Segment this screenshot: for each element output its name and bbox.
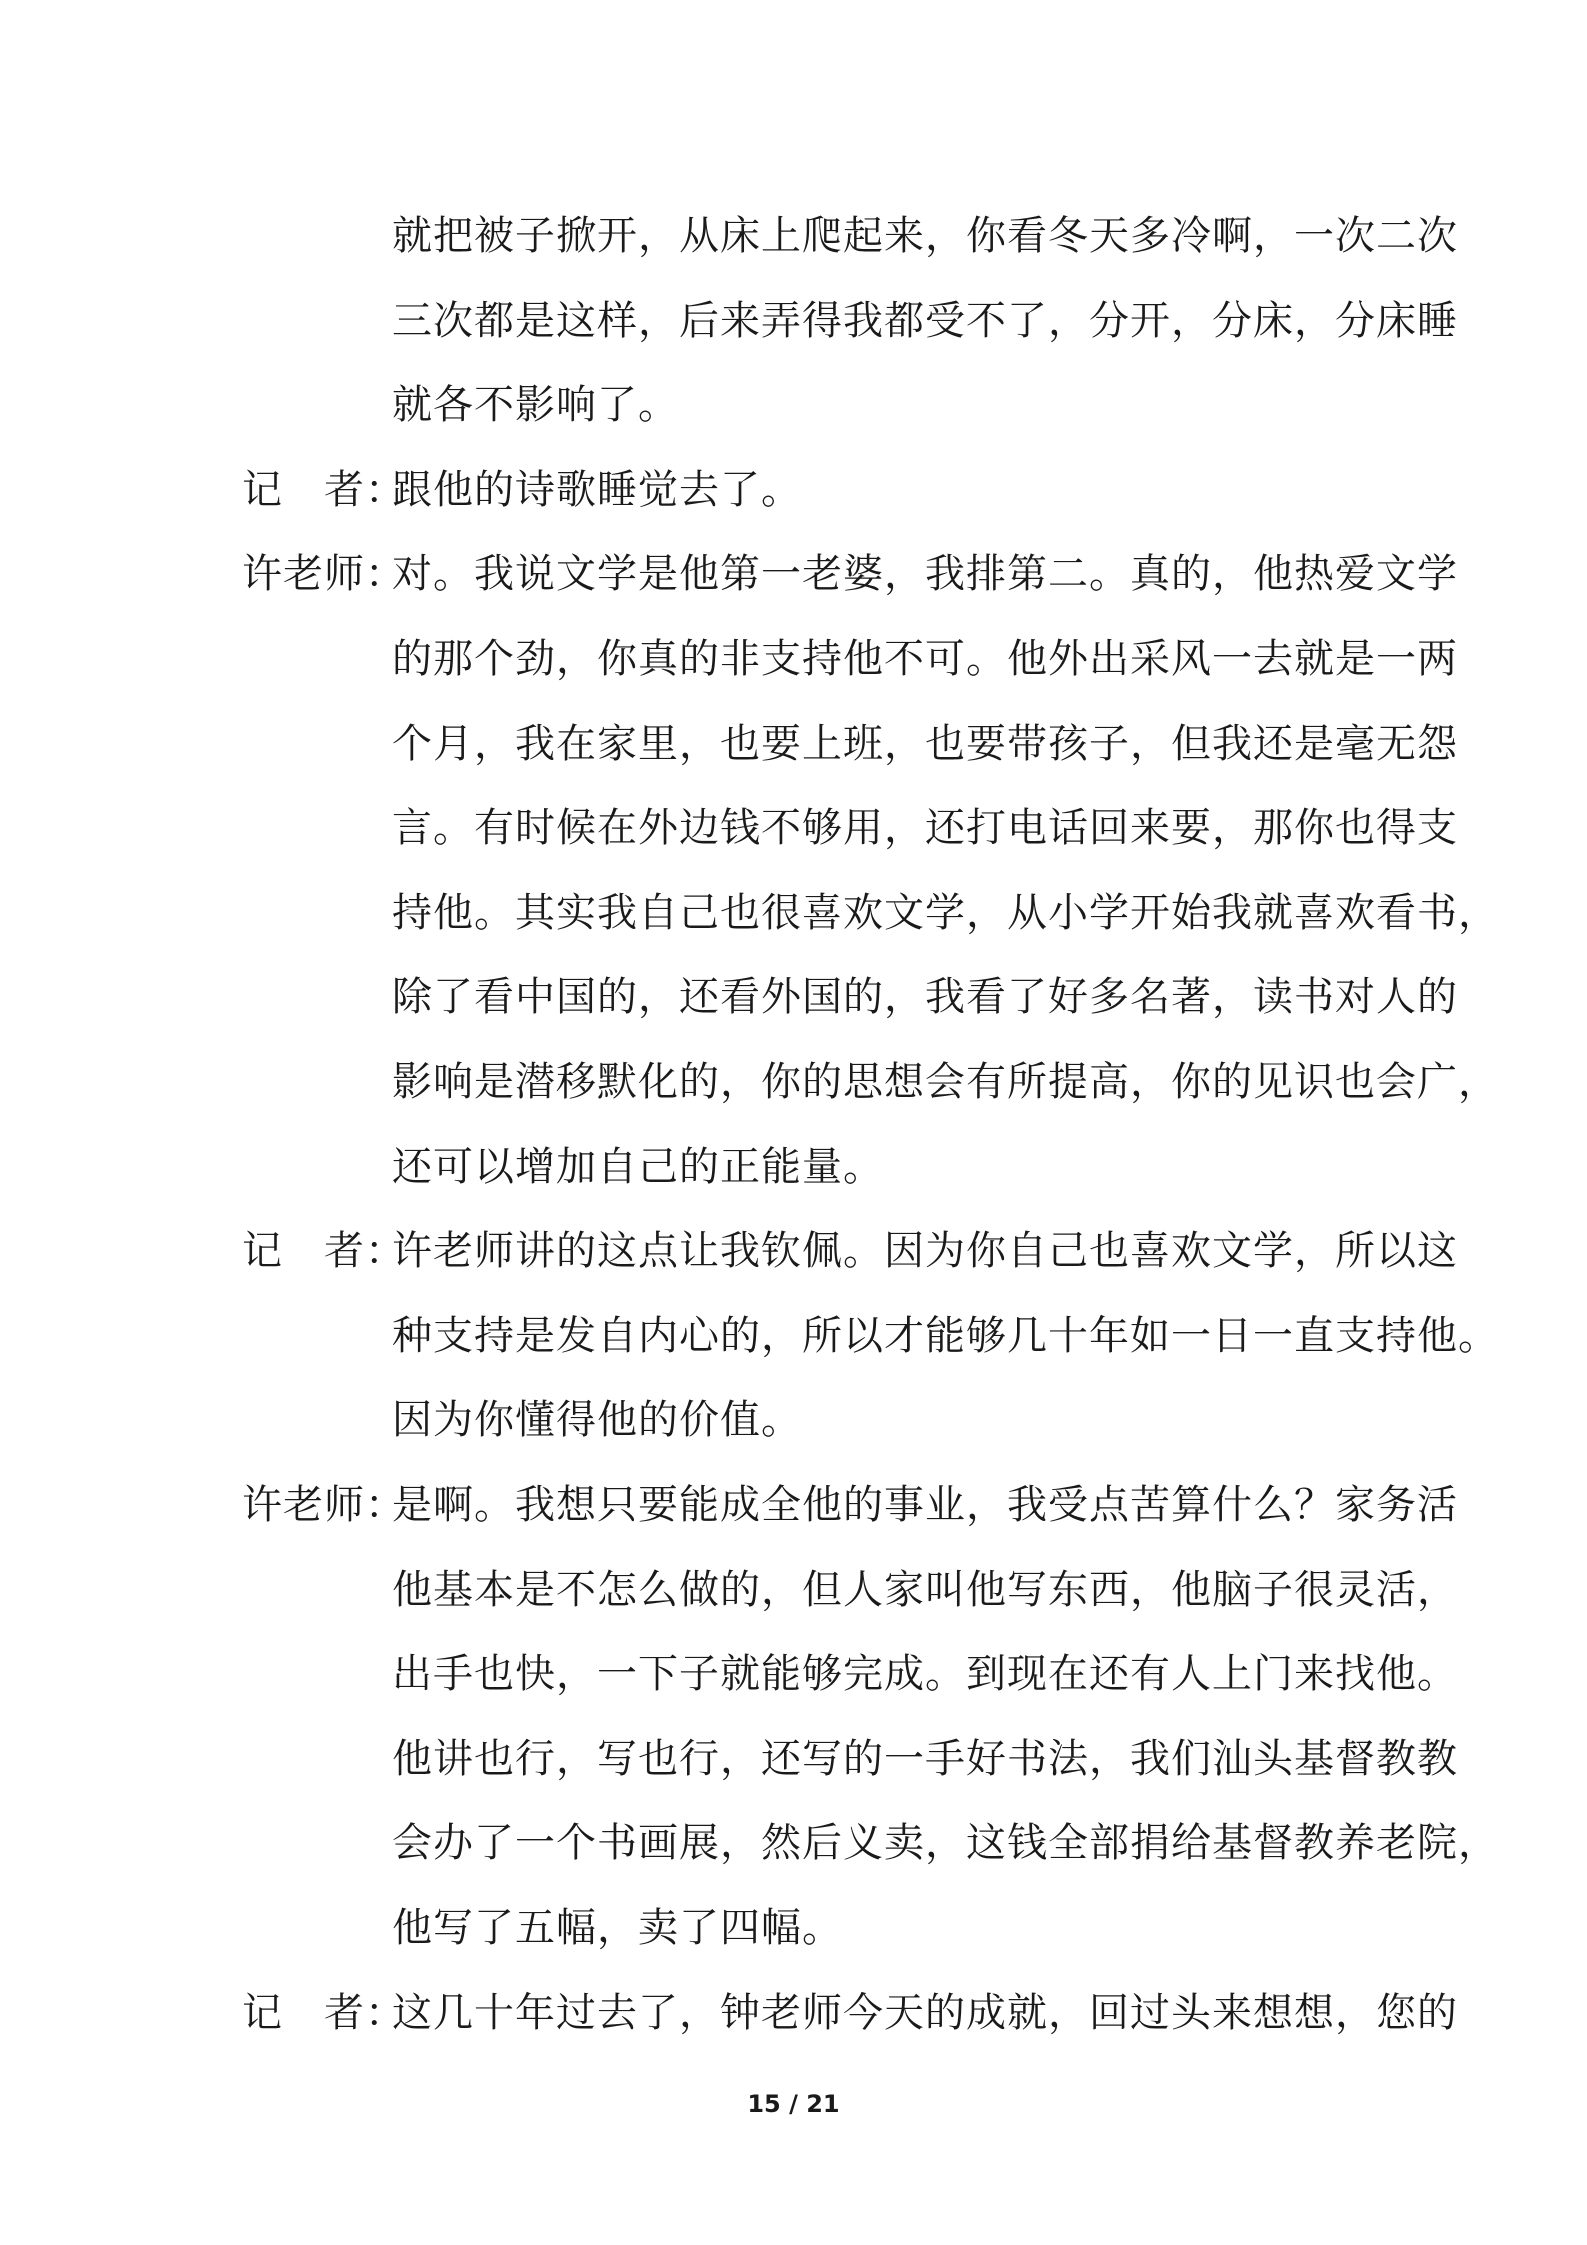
page-number: 15 / 21 xyxy=(747,2090,840,2118)
dialogue-line: 他基本是不怎么做的，但人家叫他写东西，他脑子很灵活， xyxy=(392,1567,1458,1613)
speaker-label: 记 者： xyxy=(242,1228,406,1274)
dialogue-line: 影响是潜移默化的，你的思想会有所提高，你的见识也会广， xyxy=(392,1059,1499,1105)
dialogue-line: 跟他的诗歌睡觉去了。 xyxy=(392,467,802,513)
speaker-label: 许老师： xyxy=(242,1482,406,1528)
dialogue-line: 出手也快，一下子就能够完成。到现在还有人上门来找他。 xyxy=(392,1651,1458,1697)
dialogue-line: 就把被子掀开，从床上爬起来，你看冬天多冷啊，一次二次 xyxy=(392,213,1458,259)
dialogue-line: 三次都是这样，后来弄得我都受不了，分开，分床，分床睡 xyxy=(392,298,1458,344)
dialogue-line: 持他。其实我自己也很喜欢文学，从小学开始我就喜欢看书， xyxy=(392,890,1499,936)
dialogue-line: 种支持是发自内心的，所以才能够几十年如一日一直支持他。 xyxy=(392,1313,1499,1359)
speaker-label: 许老师： xyxy=(242,551,406,597)
dialogue-line: 还可以增加自己的正能量。 xyxy=(392,1144,884,1190)
speaker-label: 记 者： xyxy=(242,467,406,513)
dialogue-line: 除了看中国的，还看外国的，我看了好多名著，读书对人的 xyxy=(392,974,1458,1020)
dialogue-line: 是啊。我想只要能成全他的事业，我受点苦算什么？家务活 xyxy=(392,1482,1458,1528)
dialogue-line: 言。有时候在外边钱不够用，还打电话回来要，那你也得支 xyxy=(392,805,1458,851)
dialogue-line: 的那个劲，你真的非支持他不可。他外出采风一去就是一两 xyxy=(392,636,1458,682)
dialogue-line: 个月，我在家里，也要上班，也要带孩子，但我还是毫无怨 xyxy=(392,721,1458,767)
dialogue-line: 他写了五幅，卖了四幅。 xyxy=(392,1905,843,1951)
speaker-label: 记 者： xyxy=(242,1990,406,2036)
dialogue-line: 这几十年过去了，钟老师今天的成就，回过头来想想，您的 xyxy=(392,1990,1458,2036)
dialogue-line: 会办了一个书画展，然后义卖，这钱全部捐给基督教养老院， xyxy=(392,1820,1499,1866)
dialogue-line: 因为你懂得他的价值。 xyxy=(392,1397,802,1443)
dialogue-line: 就各不影响了。 xyxy=(392,382,679,428)
dialogue-line: 许老师讲的这点让我钦佩。因为你自己也喜欢文学，所以这 xyxy=(392,1228,1458,1274)
dialogue-line: 他讲也行，写也行，还写的一手好书法，我们汕头基督教教 xyxy=(392,1736,1458,1782)
dialogue-line: 对。我说文学是他第一老婆，我排第二。真的，他热爱文学 xyxy=(392,551,1458,597)
